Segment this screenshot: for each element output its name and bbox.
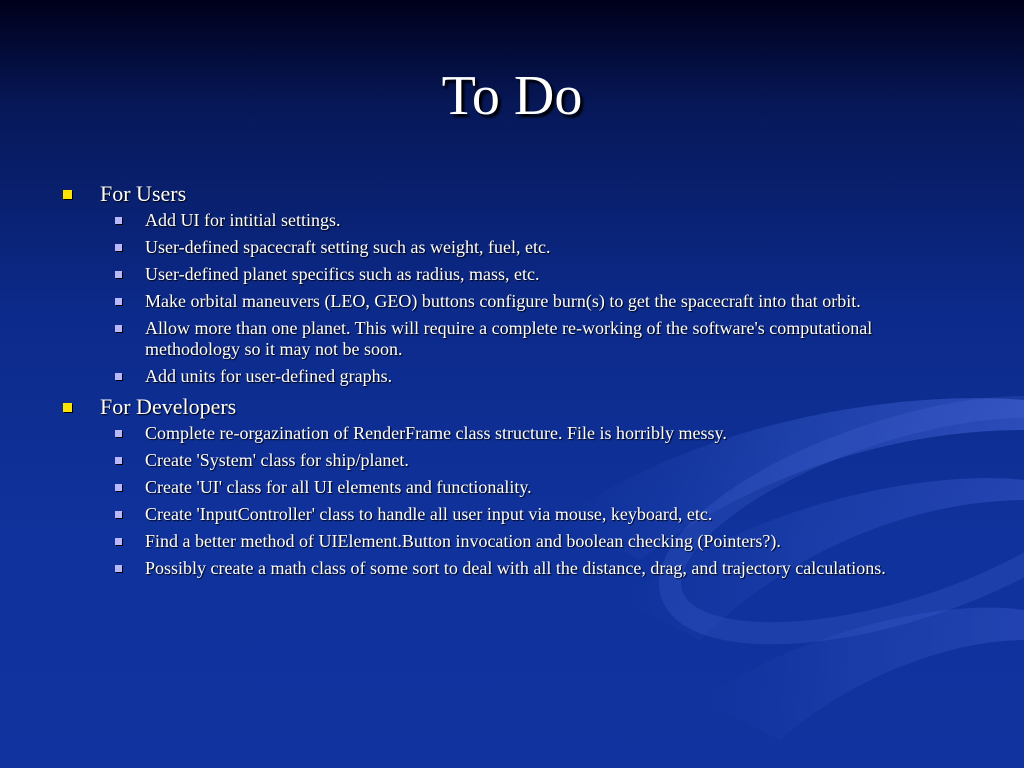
section-for-developers [60, 393, 960, 579]
list-item-text: Allow more than one planet. This will require a complete re-working of the software's computational methodology so it may not be soon. [145, 318, 873, 359]
list-item [60, 291, 960, 312]
list-item-text: Create 'InputController' class to handle all user input via mouse, keyboard, etc. [145, 504, 713, 524]
list-item [60, 264, 960, 285]
square-bullet-icon [115, 217, 122, 224]
list-item [60, 504, 960, 525]
list-item-text: Possibly create a math class of some sort to deal with all the distance, drag, and trajectory calculations. [145, 558, 886, 578]
list-item-text: Add units for user-defined graphs. [145, 366, 393, 386]
square-bullet-icon [115, 457, 122, 464]
list-item-text: Find a better method of UIElement.Button invocation and boolean checking (Pointers?). [145, 531, 781, 551]
section-header [60, 180, 960, 208]
list-item-text: Complete re-orgazination of RenderFrame class structure. File is horribly messy. [145, 423, 727, 443]
section-header-label: For Developers [100, 394, 237, 419]
list-item-text: User-defined planet specifics such as radius, mass, etc. [145, 264, 540, 284]
list-item [60, 318, 960, 360]
square-bullet-icon [115, 325, 122, 332]
list-item-text: Create 'System' class for ship/planet. [145, 450, 409, 470]
square-bullet-icon [115, 565, 122, 572]
section-header-label: For Users [100, 181, 187, 206]
square-bullet-icon [63, 403, 72, 412]
list-item [60, 210, 960, 231]
list-item [60, 366, 960, 387]
slide-title: To Do [441, 65, 583, 127]
bullet-list [60, 210, 960, 387]
list-item [60, 237, 960, 258]
list-item [60, 423, 960, 444]
list-item [60, 477, 960, 498]
list-item [60, 531, 960, 552]
square-bullet-icon [115, 373, 122, 380]
section-for-users [60, 180, 960, 387]
square-bullet-icon [115, 430, 122, 437]
square-bullet-icon [115, 538, 122, 545]
list-item-text: Make orbital maneuvers (LEO, GEO) buttons configure burn(s) to get the spacecraft into that orbit. [145, 291, 861, 311]
square-bullet-icon [115, 511, 122, 518]
list-item-text: User-defined spacecraft setting such as weight, fuel, etc. [145, 237, 551, 257]
list-item-text: Add UI for intitial settings. [145, 210, 341, 230]
slide-content [60, 180, 960, 585]
section-header [60, 393, 960, 421]
list-item [60, 558, 960, 579]
square-bullet-icon [115, 298, 122, 305]
bullet-list [60, 423, 960, 579]
square-bullet-icon [115, 271, 122, 278]
square-bullet-icon [115, 244, 122, 251]
list-item-text: Create 'UI' class for all UI elements and functionality. [145, 477, 532, 497]
list-item [60, 450, 960, 471]
square-bullet-icon [63, 190, 72, 199]
square-bullet-icon [115, 484, 122, 491]
